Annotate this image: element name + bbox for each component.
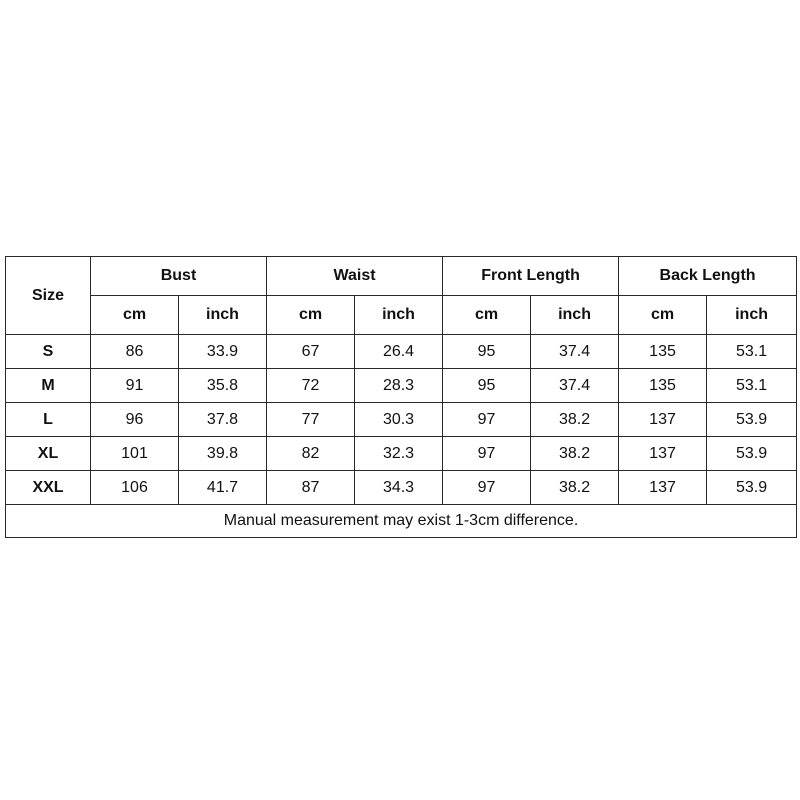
measurement-cell: 39.8 bbox=[179, 437, 267, 471]
measurement-cell: 38.2 bbox=[531, 403, 619, 437]
unit-header: inch bbox=[531, 296, 619, 335]
table-row bbox=[6, 403, 797, 437]
measurement-cell: 135 bbox=[619, 335, 707, 369]
size-label-cell: XXL bbox=[6, 471, 91, 505]
measurement-cell: 72 bbox=[267, 369, 355, 403]
table-row bbox=[6, 437, 797, 471]
bust-header: Bust bbox=[91, 257, 267, 296]
unit-header: cm bbox=[267, 296, 355, 335]
front-length-header: Front Length bbox=[443, 257, 619, 296]
size-label-cell: L bbox=[6, 403, 91, 437]
size-column-header: Size bbox=[6, 257, 91, 335]
measurement-cell: 53.9 bbox=[707, 437, 797, 471]
measurement-cell: 38.2 bbox=[531, 471, 619, 505]
unit-header: cm bbox=[619, 296, 707, 335]
table-body bbox=[6, 335, 797, 505]
unit-header: inch bbox=[355, 296, 443, 335]
unit-header: cm bbox=[443, 296, 531, 335]
measurement-cell: 86 bbox=[91, 335, 179, 369]
measurement-cell: 30.3 bbox=[355, 403, 443, 437]
measurement-cell: 53.9 bbox=[707, 471, 797, 505]
unit-header: inch bbox=[707, 296, 797, 335]
measurement-cell: 37.4 bbox=[531, 335, 619, 369]
measurement-cell: 53.9 bbox=[707, 403, 797, 437]
measurement-cell: 38.2 bbox=[531, 437, 619, 471]
measurement-note: Manual measurement may exist 1-3cm difference. bbox=[6, 505, 797, 538]
measurement-cell: 97 bbox=[443, 437, 531, 471]
table-row bbox=[6, 369, 797, 403]
measurement-cell: 34.3 bbox=[355, 471, 443, 505]
unit-header: inch bbox=[179, 296, 267, 335]
waist-header: Waist bbox=[267, 257, 443, 296]
measurement-cell: 137 bbox=[619, 471, 707, 505]
measurement-cell: 137 bbox=[619, 403, 707, 437]
measurement-cell: 135 bbox=[619, 369, 707, 403]
table-row bbox=[6, 471, 797, 505]
measurement-cell: 53.1 bbox=[707, 369, 797, 403]
note-row bbox=[6, 505, 797, 538]
measurement-cell: 53.1 bbox=[707, 335, 797, 369]
measurement-cell: 26.4 bbox=[355, 335, 443, 369]
measurement-cell: 33.9 bbox=[179, 335, 267, 369]
table-row bbox=[6, 335, 797, 369]
measurement-cell: 95 bbox=[443, 335, 531, 369]
back-length-header: Back Length bbox=[619, 257, 797, 296]
measurement-cell: 97 bbox=[443, 471, 531, 505]
measurement-cell: 97 bbox=[443, 403, 531, 437]
measurement-cell: 41.7 bbox=[179, 471, 267, 505]
measurement-cell: 96 bbox=[91, 403, 179, 437]
measurement-cell: 82 bbox=[267, 437, 355, 471]
measurement-cell: 37.8 bbox=[179, 403, 267, 437]
size-chart-table bbox=[5, 256, 797, 538]
measurement-cell: 137 bbox=[619, 437, 707, 471]
measurement-cell: 87 bbox=[267, 471, 355, 505]
size-label-cell: M bbox=[6, 369, 91, 403]
measurement-cell: 35.8 bbox=[179, 369, 267, 403]
measurement-cell: 106 bbox=[91, 471, 179, 505]
size-label-cell: XL bbox=[6, 437, 91, 471]
size-label-cell: S bbox=[6, 335, 91, 369]
unit-header: cm bbox=[91, 296, 179, 335]
measurement-cell: 91 bbox=[91, 369, 179, 403]
header-unit-row bbox=[6, 296, 797, 335]
measurement-cell: 28.3 bbox=[355, 369, 443, 403]
measurement-cell: 67 bbox=[267, 335, 355, 369]
measurement-cell: 37.4 bbox=[531, 369, 619, 403]
measurement-cell: 77 bbox=[267, 403, 355, 437]
measurement-cell: 101 bbox=[91, 437, 179, 471]
header-group-row bbox=[6, 257, 797, 296]
measurement-cell: 32.3 bbox=[355, 437, 443, 471]
measurement-cell: 95 bbox=[443, 369, 531, 403]
